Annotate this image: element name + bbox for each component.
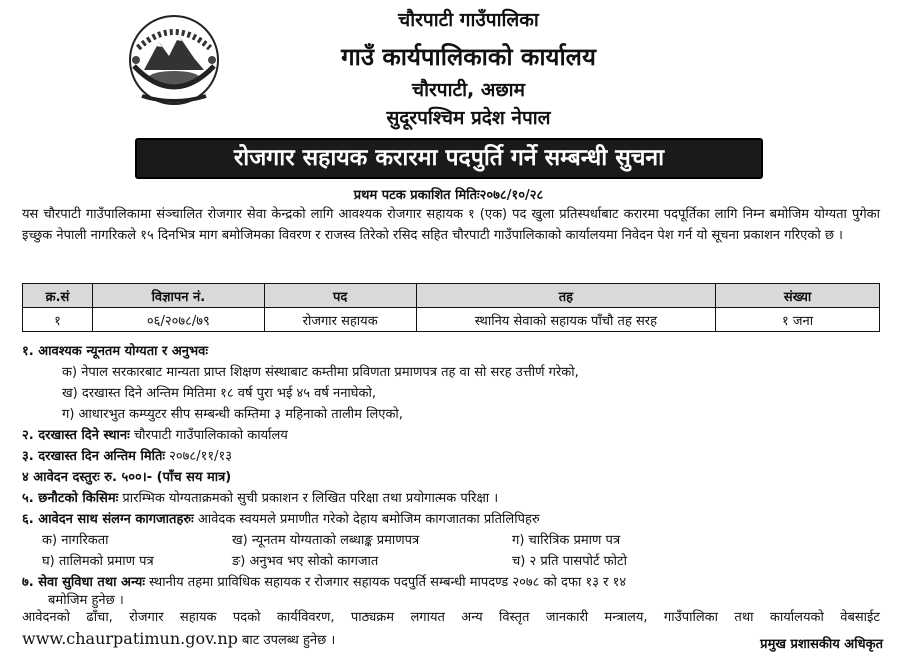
municipality-name: चौरपाटी गाउँपालिका <box>398 9 539 31</box>
documents-label: ६. आवेदन साथ संलग्न कागजातहरुः <box>22 512 194 527</box>
table-header-row <box>23 284 880 308</box>
deadline-label: ३. दरखास्त दिन अन्तिम मितिः <box>22 449 166 464</box>
documents-value: आवेदक स्वयमले प्रमाणीत गरेको देहाय बमोजिम कागजातका प्रतिलिपिहरु <box>193 512 540 527</box>
application-place-value: चौरपाटी गाउँपालिकाको कार्यालय <box>129 428 288 443</box>
service-facilities-label: ७. सेवा सुविधा तथा अन्यः <box>22 575 145 590</box>
province-name: सुदूरपश्चिम प्रदेश नेपाल <box>386 107 551 129</box>
cell-level: स्थानिय सेवाको सहायक पाँचौ तह सरह <box>416 308 716 332</box>
service-facilities-cont: बमोजिम हुनेछ । <box>48 593 124 608</box>
col-header-post: पद <box>264 284 416 308</box>
section-service-facilities <box>22 572 626 590</box>
selection-type-label: ५. छनौटको किसिमः <box>22 491 119 506</box>
footer-text-2: बाट उपलब्ध हुनेछ । <box>237 633 336 648</box>
document-item: ख) न्यूनतम योग्यताको लब्धाङ्क प्रमाणपत्र <box>232 533 420 548</box>
qualification-item-c: ग) आधारभुत कम्प्युटर सीप सम्बन्धी कम्तिमा ३ महिनाको तालीम लिएको, <box>62 407 403 422</box>
notice-title-banner: रोजगार सहायक करारमा पदपुर्ति गर्ने सम्बन्धी सुचना <box>135 138 763 179</box>
section-documents <box>22 509 540 527</box>
signatory-title: प्रमुख प्रशासकीय अधिकृत <box>760 637 883 652</box>
document-item: घ) तालिमको प्रमाण पत्र <box>42 554 154 569</box>
col-header-level: तह <box>416 284 716 308</box>
office-name: गाउँ कार्यपालिकाको कार्यालय <box>341 43 596 71</box>
deadline-value: २०७८/११/१३ <box>165 449 232 464</box>
service-facilities-value: स्थानीय तहमा प्राविधिक सहायक र रोजगार सहायक पदपुर्ति सम्बन्धी मापदण्ड २०७८ को दफा १३ र १४ <box>144 575 627 590</box>
vacancy-table <box>22 283 880 332</box>
application-place-label: २. दरखास्त दिने स्थानः <box>22 428 130 443</box>
section-application-place <box>22 425 288 443</box>
document-item: ङ) अनुभव भए सोको कागजात <box>232 554 379 569</box>
col-header-count: संख्या <box>716 284 880 308</box>
qualification-item-a: क) नेपाल सरकारबाट मान्यता प्राप्त शिक्षण संस्थाबाट कम्तीमा प्रविणता प्रमाणपत्र तह वा सो सरह उत्तीर्ण गरेको, <box>62 365 579 380</box>
selection-type-value: प्रारम्भिक योग्यताक्रमको सुची प्रकाशन र लिखित परिक्षा तथा प्रयोगात्मक परिक्षा । <box>118 491 499 506</box>
table-row <box>23 308 880 332</box>
document-item: ग) चारित्रिक प्रमाण पत्र <box>512 533 621 548</box>
footer-paragraph <box>22 607 880 651</box>
col-header-advert-no: विज्ञापन नं. <box>92 284 264 308</box>
office-location: चौरपाटी, अछाम <box>412 79 525 101</box>
cell-post: रोजगार सहायक <box>264 308 416 332</box>
section-application-fee: ४ आवेदन दस्तुरः रु. ५००।- (पाँच सय मात्र) <box>22 470 232 485</box>
document-item: क) नागरिकता <box>42 533 109 548</box>
section-deadline <box>22 446 232 464</box>
website-link[interactable]: www.chaurpatimun.gov.np <box>22 629 238 648</box>
cell-advert-no: ०६/२०७८/७९ <box>92 308 264 332</box>
section-selection-type <box>22 488 498 506</box>
section-qualification-title: १. आवश्यक न्यूनतम योग्यता र अनुभवः <box>22 344 208 359</box>
intro-paragraph: यस चौरपाटी गाउँपालिकामा संञ्चालित रोजगार सेवा केन्द्रको लागि आवश्यक रोजगार सहायक १ (एक) पद खुला प्रतिस्पर्धाबाट करारमा पदपूर्तिका लागि निम्न बमोजिम योग्यता पुगेका इच्छुक नेपाली नागरिकले १५ दिनभित्र माग बमोजिमका विवरण र राजस्व तिरेको रसिद सहित चौरपाटी गाउँपालिकाको कार्यालयमा निवेदन पेश गर्न यो सूचना प्रकाशन गरिएको छ । <box>22 207 880 243</box>
col-header-serial: क्र.सं <box>23 284 93 308</box>
cell-serial: १ <box>23 308 93 332</box>
document-item: च) २ प्रति पासपोर्ट फोटो <box>512 554 627 569</box>
cell-count: १ जना <box>716 308 880 332</box>
published-date: प्रथम पटक प्रकाशित मितिः२०७८/१०/२८ <box>353 188 544 203</box>
qualification-item-b: ख) दरखास्त दिने अन्तिम मितिमा १८ वर्ष पुरा भई ४५ वर्ष ननाघेको, <box>62 386 376 401</box>
footer-text-1: आवेदनको ढाँचा, रोजगार सहायक पदको कार्यविवरण, पाठ्यक्रम लगायत अन्य विस्तृत जानकारी मन्त्रालय, गाउँपालिका तथा कार्यालयको वेबसाईट <box>22 610 880 625</box>
